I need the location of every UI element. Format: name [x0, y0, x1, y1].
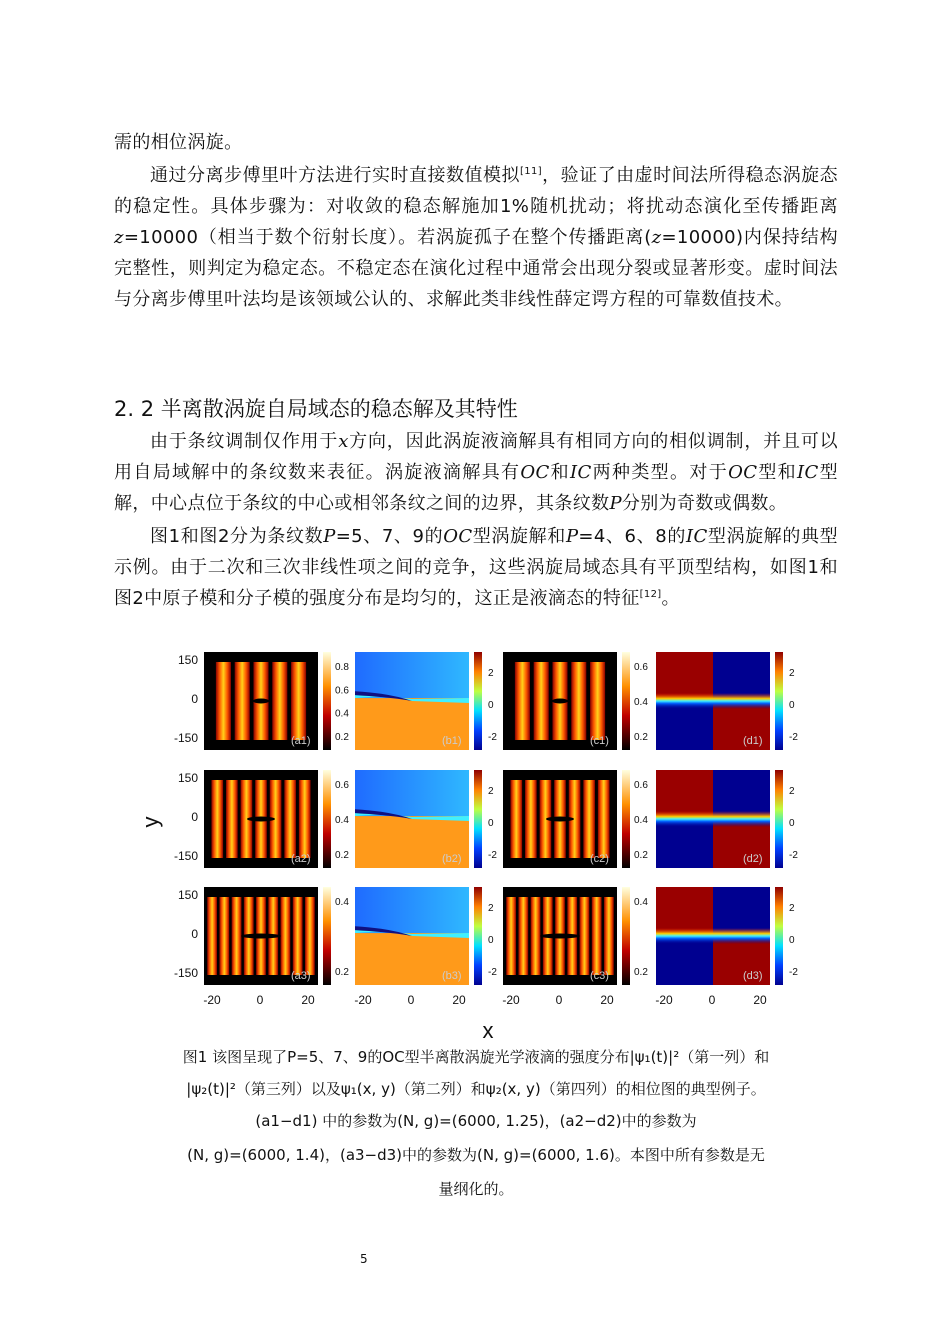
colorbar-tick: 0.4	[335, 708, 349, 720]
stripe	[531, 897, 541, 975]
vortex-core	[241, 934, 281, 939]
colorbar-tick: 0.4	[634, 897, 648, 908]
stripe	[604, 897, 614, 975]
colorbar-tick: 2	[488, 786, 494, 797]
y-tick-label: 150	[177, 653, 198, 667]
x-tick-label: 20	[753, 993, 767, 1007]
math-var: z	[651, 227, 662, 248]
colorbar-tick: -2	[789, 732, 798, 743]
panel-label: (b3)	[442, 970, 462, 982]
panel-a1	[204, 652, 349, 750]
colorbar-tick: 0.8	[335, 662, 349, 673]
stripe	[226, 780, 238, 858]
y-tick-label: -150	[173, 966, 198, 980]
x-tick-label: 0	[407, 993, 415, 1007]
panel-label: (c1)	[590, 735, 609, 747]
vortex-core	[552, 699, 568, 704]
y-tick-label: 0	[191, 810, 198, 824]
vortex-core	[540, 934, 580, 939]
colorbar	[323, 770, 331, 868]
vortex-core	[546, 817, 574, 822]
math-var: IC	[570, 462, 592, 483]
x-tick-label: -20	[502, 993, 520, 1007]
stripe	[219, 897, 229, 975]
panel-label: (d2)	[743, 853, 763, 865]
stripe	[592, 897, 602, 975]
figure-caption-line-4: (N, g)=(6000, 1.4)，(a3−d3)中的参数为(N, g)=(6000, 1.6)。本图中所有参数是无	[187, 1146, 765, 1164]
text: =4、6、8的	[578, 526, 686, 547]
vortex-core	[247, 817, 275, 822]
panel-b3	[355, 887, 497, 985]
citation: [12]	[639, 589, 662, 600]
colorbar-tick: 0	[789, 935, 795, 946]
math-var: P	[565, 526, 579, 547]
stripe	[518, 897, 528, 975]
section-heading: 2. 2 半离散涡旋自局域态的稳态解及其特性	[114, 397, 518, 421]
text: 由于条纹调制仅作用于	[150, 431, 339, 452]
colorbar	[775, 887, 783, 985]
colorbar-tick: 0.6	[634, 662, 648, 673]
panel-b2	[355, 770, 497, 868]
y-tick-label: 150	[177, 771, 198, 785]
colorbar-tick: 0.6	[335, 685, 349, 697]
stripe	[216, 662, 231, 740]
stripe	[211, 780, 223, 858]
panel-c1	[503, 652, 648, 750]
colorbar-tick: 2	[789, 903, 795, 914]
stripe	[583, 780, 595, 858]
stripe	[598, 780, 610, 858]
colorbar-tick: 0.4	[634, 697, 648, 708]
x-tick-label: 20	[452, 993, 466, 1007]
colorbar	[775, 652, 783, 750]
text: =10000（相当于数个衍射长度）。若涡旋孤子在整个传播距离(	[123, 227, 652, 248]
x-tick-label: 0	[256, 993, 264, 1007]
panel-label: (b1)	[442, 735, 462, 747]
colorbar-tick: 0.6	[335, 780, 349, 791]
text: 型涡旋解和	[472, 526, 566, 547]
stripe	[284, 780, 296, 858]
text: 。	[661, 588, 680, 609]
colorbar	[474, 652, 482, 750]
colorbar-tick: 2	[789, 668, 795, 679]
stripe	[590, 662, 605, 740]
figure-caption-line-2: |ψ₂(t)|²（第三列）以及ψ₁(x, y)（第二列）和ψ₂(x, y)（第四列）的相位图的典型例子。	[186, 1080, 766, 1098]
panel-b1	[355, 652, 497, 750]
colorbar-tick: 0	[789, 818, 795, 829]
phase-band	[656, 811, 770, 827]
text: 两种类型。对于	[591, 462, 729, 483]
colorbar-tick: 0	[488, 700, 494, 711]
stripe	[272, 662, 287, 740]
colorbar-tick: 0.2	[634, 732, 648, 743]
colorbar-tick: 0	[789, 700, 795, 711]
x-tick-label: 0	[555, 993, 563, 1007]
stripe	[293, 897, 303, 975]
text: =10000)内保持结构完整性，则判定为稳定态。不稳定态在演化过程中通常会出现分裂或显著形变。虚时间法与分离步傅里叶法均是该领域公认的、求解此类非线性薛定谔方程的可靠数值技术。	[114, 227, 838, 310]
stripe	[580, 897, 590, 975]
colorbar-tick: 0.6	[634, 780, 648, 791]
text: 图1和图2分为条纹数	[150, 526, 324, 547]
panel-a3	[204, 887, 349, 985]
colorbar-tick: -2	[789, 967, 798, 978]
text: ，验证了由虚时间法所得稳态涡旋态的稳定性。具体步骤为：对收敛的稳态解施加1%随机扰动；将扰动态演化至传播距离	[114, 165, 838, 217]
colorbar	[622, 887, 630, 985]
page-number: 5	[360, 1252, 368, 1266]
colorbar-tick: 2	[488, 903, 494, 914]
colorbar-tick: 0.4	[634, 815, 648, 826]
y-tick-label: -150	[173, 731, 198, 745]
x-tick-label: 20	[301, 993, 315, 1007]
text: 型和	[757, 462, 798, 483]
panel-label: (a2)	[291, 853, 311, 865]
colorbar-tick: 0.2	[335, 732, 349, 743]
y-axis-label: y	[138, 816, 163, 828]
math-var: OC	[443, 526, 473, 547]
panel-label: (a1)	[291, 735, 311, 747]
x-axis-label: x	[482, 1018, 494, 1043]
x-tick-label: -20	[655, 993, 673, 1007]
x-tick-label: 20	[600, 993, 614, 1007]
stripe	[305, 897, 315, 975]
text: 方向，因此涡旋液滴解具有相同方向的相似调制，并且可以用自局域解中的条纹数来表征。涡旋液滴解具有	[114, 431, 838, 483]
colorbar-tick: -2	[488, 732, 497, 743]
panel-c3	[503, 887, 648, 985]
phase-upper	[355, 770, 469, 816]
figure-panels	[204, 652, 798, 985]
text: 通过分离步傅里叶方法进行实时直接数值模拟	[150, 165, 521, 186]
colorbar-tick: 0.4	[335, 897, 349, 908]
colorbar	[323, 652, 331, 750]
stripe	[571, 662, 586, 740]
panel-label: (a3)	[291, 970, 311, 982]
colorbar-tick: 2	[789, 786, 795, 797]
colorbar-tick: 0.2	[335, 967, 349, 978]
vortex-core	[253, 699, 269, 704]
panel-d1	[656, 652, 798, 750]
text: 型涡旋解的典型示例。由于二次和三次非线性项之间的竞争，这些涡旋局域态具有平顶型结构，如图1和图2中原子模和分子模的强度分布是均匀的，这正是液滴态的特征	[114, 526, 838, 609]
stripe	[506, 897, 516, 975]
text: 分别为奇数或偶数。	[621, 493, 788, 514]
paragraph-stripes	[114, 426, 838, 519]
y-tick-label: 0	[191, 692, 198, 706]
panel-label: (c2)	[590, 853, 609, 865]
math-var: IC	[797, 462, 819, 483]
text: 和	[549, 462, 571, 483]
paragraph-continuation	[114, 127, 838, 158]
stripe	[515, 662, 530, 740]
panel-a2	[204, 770, 349, 868]
colorbar	[622, 770, 630, 868]
colorbar-tick: 2	[488, 668, 494, 679]
math-var: z	[114, 227, 124, 248]
x-tick-label: -20	[203, 993, 221, 1007]
phase-upper	[355, 652, 469, 698]
stripe	[525, 780, 537, 858]
colorbar	[775, 770, 783, 868]
colorbar	[323, 887, 331, 985]
colorbar	[622, 652, 630, 750]
text: =5、7、9的	[335, 526, 444, 547]
stripe	[291, 662, 306, 740]
panel-label: (b2)	[442, 853, 462, 865]
math-var: OC	[520, 462, 550, 483]
y-tick-label: -150	[173, 849, 198, 863]
math-var: IC	[685, 526, 708, 547]
math-var: OC	[728, 462, 758, 483]
colorbar-tick: 0.2	[634, 967, 648, 978]
phase-upper	[355, 887, 469, 933]
colorbar-tick: -2	[488, 850, 497, 861]
text: 需的相位涡旋。	[114, 132, 243, 153]
colorbar-tick: -2	[789, 850, 798, 861]
figure-1	[0, 640, 950, 1050]
phase-band	[656, 928, 770, 944]
panel-d2	[656, 770, 798, 868]
colorbar	[474, 770, 482, 868]
text: 型解，中心点位于条纹的中心或相邻条纹之间的边界，其条纹数	[114, 462, 838, 514]
stripe	[510, 780, 522, 858]
figure-caption-line-1: 图1 该图呈现了P=5、7、9的OC型半离散涡旋光学液滴的强度分布|ψ₁(t)|²（第一列）和	[182, 1048, 770, 1066]
math-var: P	[323, 526, 336, 547]
colorbar-tick: -2	[488, 967, 497, 978]
paragraph-stability	[114, 160, 838, 315]
stripe	[232, 897, 242, 975]
figure-caption-line-5: 量纲化的。	[438, 1180, 514, 1198]
panel-label: (d1)	[743, 735, 763, 747]
figure-caption-line-3: (a1−d1) 中的参数为(N, g)=(6000, 1.25)，(a2−d2)中的参数为	[255, 1112, 697, 1130]
stripe	[299, 780, 311, 858]
citation: [11]	[520, 166, 542, 177]
colorbar-tick: 0.2	[634, 850, 648, 861]
x-tick-label: 0	[708, 993, 716, 1007]
paragraph-examples	[114, 521, 838, 614]
math-var: x	[338, 431, 349, 452]
colorbar-tick: 0	[488, 818, 494, 829]
phase-band	[656, 693, 770, 709]
y-tick-label: 150	[177, 888, 198, 902]
panel-c2	[503, 770, 648, 868]
math-var: P	[609, 493, 622, 514]
y-tick-label: 0	[191, 927, 198, 941]
colorbar-tick: 0.4	[335, 815, 349, 826]
panel-label: (c3)	[590, 970, 609, 982]
colorbar-tick: 0	[488, 935, 494, 946]
stripe	[207, 897, 217, 975]
stripe	[534, 662, 549, 740]
colorbar	[474, 887, 482, 985]
colorbar-tick: 0.2	[335, 850, 349, 861]
stripe	[281, 897, 291, 975]
panel-d3	[656, 887, 798, 985]
panel-label: (d3)	[743, 970, 763, 982]
stripe	[235, 662, 250, 740]
x-tick-label: -20	[354, 993, 372, 1007]
